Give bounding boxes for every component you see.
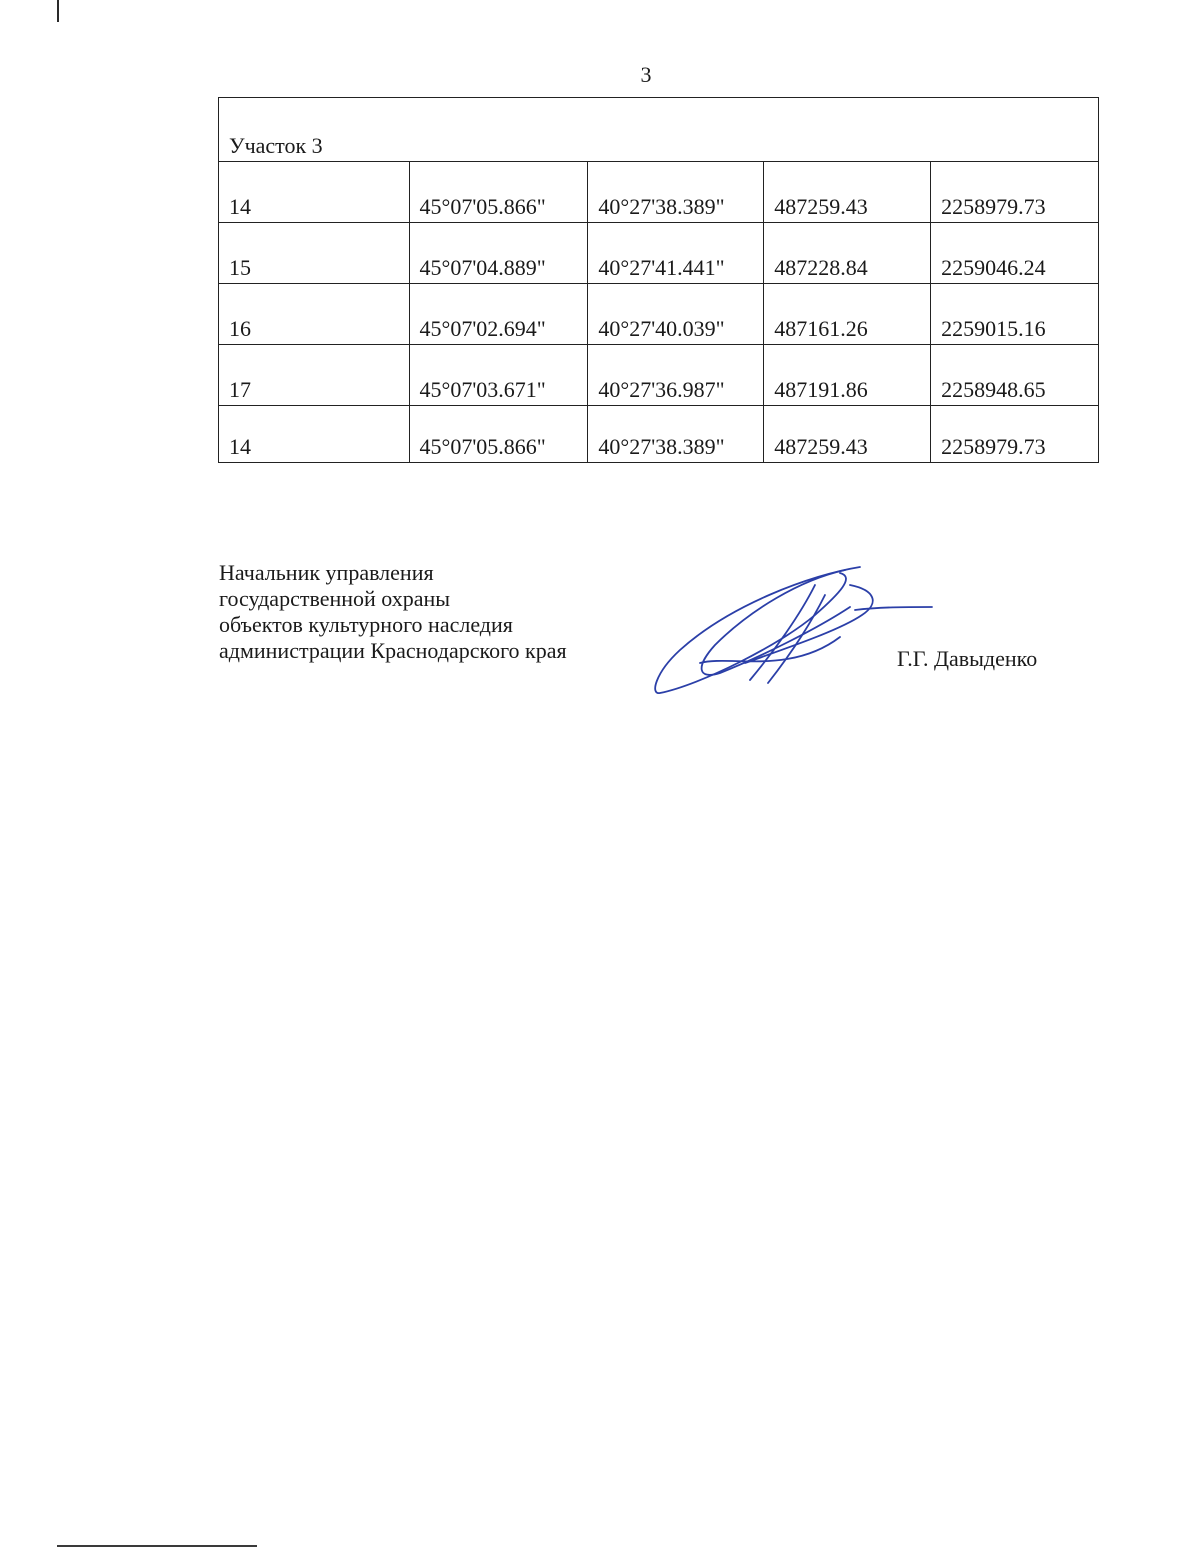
table-row	[219, 406, 1099, 463]
point-number: 14	[219, 162, 410, 223]
longitude-cell: 40°27'41.441"	[588, 223, 764, 284]
latitude-cell: 45°07'03.671"	[409, 345, 588, 406]
longitude-cell: 40°27'36.987"	[588, 345, 764, 406]
point-number: 17	[219, 345, 410, 406]
handwritten-signature	[640, 555, 940, 705]
y-coordinate-cell: 2258948.65	[931, 345, 1099, 406]
page-number: 3	[640, 62, 652, 87]
table-row	[219, 345, 1099, 406]
scan-edge-left	[57, 0, 59, 22]
y-coordinate-cell: 2259015.16	[931, 284, 1099, 345]
y-coordinate-cell: 2258979.73	[931, 406, 1099, 463]
y-coordinate-cell: 2258979.73	[931, 162, 1099, 223]
signatory-title	[219, 560, 567, 664]
latitude-cell: 45°07'02.694"	[409, 284, 588, 345]
point-number: 16	[219, 284, 410, 345]
table-section-row	[219, 98, 1099, 162]
point-number: 15	[219, 223, 410, 284]
latitude-cell: 45°07'04.889"	[409, 223, 588, 284]
longitude-cell: 40°27'38.389"	[588, 162, 764, 223]
signature-stroke	[855, 607, 932, 610]
scan-edge-bottom	[57, 1545, 257, 1547]
x-coordinate-cell: 487161.26	[764, 284, 931, 345]
point-number: 14	[219, 406, 410, 463]
longitude-cell: 40°27'38.389"	[588, 406, 764, 463]
table-row	[219, 223, 1099, 284]
x-coordinate-cell: 487259.43	[764, 162, 931, 223]
x-coordinate-cell: 487259.43	[764, 406, 931, 463]
table-row	[219, 162, 1099, 223]
y-coordinate-cell: 2259046.24	[931, 223, 1099, 284]
longitude-cell: 40°27'40.039"	[588, 284, 764, 345]
signature-stroke	[768, 595, 825, 683]
signature-stroke	[702, 570, 850, 675]
x-coordinate-cell: 487228.84	[764, 223, 931, 284]
table-row	[219, 284, 1099, 345]
latitude-cell: 45°07'05.866"	[409, 162, 588, 223]
signature-stroke	[655, 567, 860, 693]
coordinates-table	[218, 97, 1099, 463]
signatory-name: Г.Г. Давыденко	[897, 646, 1038, 671]
latitude-cell: 45°07'05.866"	[409, 406, 588, 463]
signatory-title-line: государственной охраны	[219, 586, 451, 611]
section-label: Участок 3	[219, 98, 1099, 162]
signatory-title-line: объектов культурного наследия	[219, 612, 513, 637]
signatory-title-line: Начальник управления	[219, 560, 434, 585]
x-coordinate-cell: 487191.86	[764, 345, 931, 406]
signatory-title-line: администрации Краснодарского края	[219, 638, 567, 663]
